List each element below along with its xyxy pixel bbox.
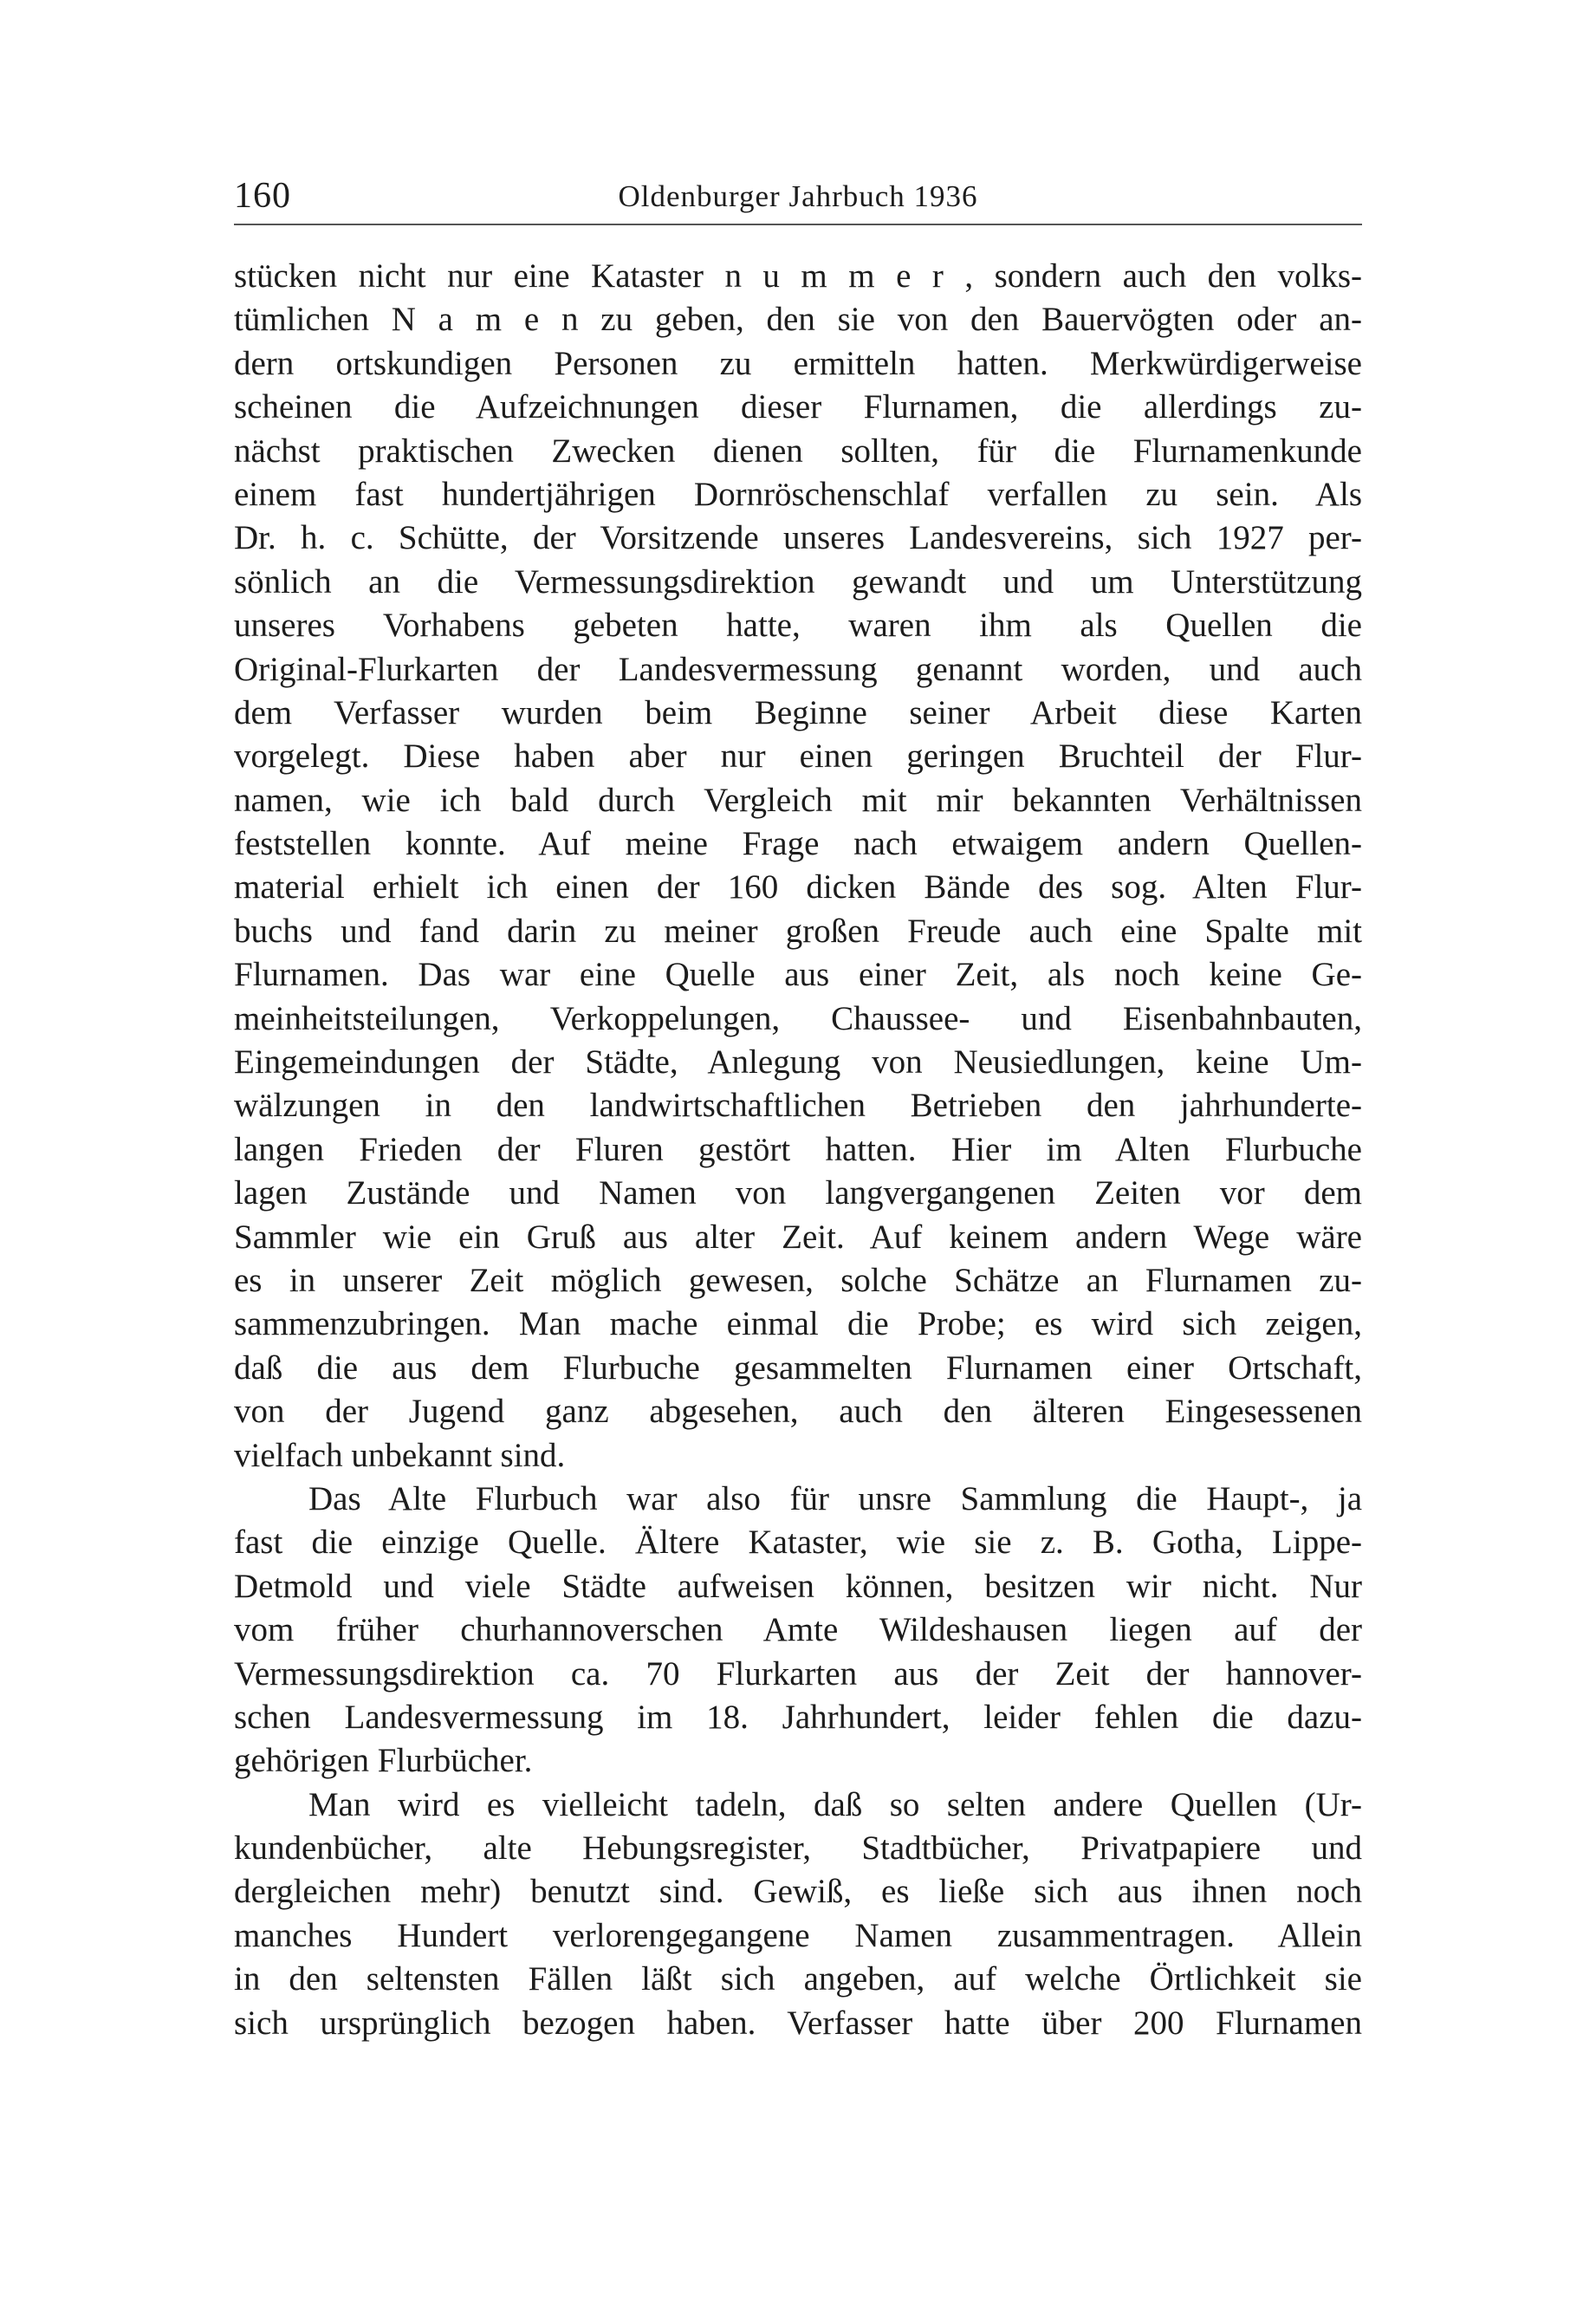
text-line: vorgelegt. Diese haben aber nur einen geringen Bruchteil der Flur- <box>234 737 1362 776</box>
text-line: fast die einzige Quelle. Ältere Kataster, wie sie z. B. Gotha, Lippe- <box>234 1524 1362 1562</box>
text-line: manches Hundert verlorengegangene Namen zusammentragen. Allein <box>234 1916 1362 1954</box>
text-line: buchs und fand darin zu meiner großen Freude auch eine Spalte mit <box>234 912 1362 950</box>
text-line: tümlichen N a m e n zu geben, den sie von den Bauervögten oder an- <box>234 301 1362 339</box>
page-number: 160 <box>234 176 291 216</box>
text-line: sammenzubringen. Man mache einmal die Probe; es wird sich zeigen, <box>234 1305 1362 1343</box>
text-line: dem Verfasser wurden beim Beginne seiner Arbeit diese Karten <box>234 693 1362 731</box>
text-line: vielfach unbekannt sind. <box>234 1436 566 1474</box>
text-line: Original-Flurkarten der Landesvermessung genannt worden, und auch <box>234 650 1362 688</box>
text-line: kundenbücher, alte Hebungsregister, Stadtbücher, Privatpapiere und <box>234 1829 1362 1868</box>
text-line: sönlich an die Vermessungsdirektion gewandt und um Unterstützung <box>234 562 1362 601</box>
text-line: Man wird es vielleicht tadeln, daß so selten andere Quellen (Ur- <box>308 1785 1362 1823</box>
text-line: daß die aus dem Flurbuche gesammelten Flurnamen einer Ortschaft, <box>234 1348 1362 1387</box>
text-line: dergleichen mehr) benutzt sind. Gewiß, es ließe sich aus ihnen noch <box>234 1873 1362 1911</box>
text-line: sich ursprünglich bezogen haben. Verfasser hatte über 200 Flurnamen <box>234 2004 1362 2042</box>
text-line: einem fast hundertjährigen Dornröschenschlaf verfallen zu sein. Als <box>234 475 1362 513</box>
text-line: namen, wie ich bald durch Vergleich mit mir bekannten Verhältnissen <box>234 781 1362 819</box>
text-line: gehörigen Flurbücher. <box>234 1742 533 1780</box>
running-head-title: Oldenburger Jahrbuch 1936 <box>618 179 978 213</box>
text-line: dern ortskundigen Personen zu ermitteln hatten. Merkwürdigerweise <box>234 344 1362 382</box>
text-line: Das Alte Flurbuch war also für unsre Sammlung die Haupt-, ja <box>308 1479 1362 1517</box>
text-line: feststellen konnte. Auf meine Frage nach etwaigem andern Quellen- <box>234 825 1362 863</box>
text-line: Flurnamen. Das war eine Quelle aus einer Zeit, als noch keine Ge- <box>234 956 1362 994</box>
text-line: stücken nicht nur eine Kataster n u m m e r , sondern auch den volks- <box>234 257 1362 295</box>
text-line: langen Frieden der Fluren gestört hatten. Hier im Alten Flurbuche <box>234 1130 1362 1168</box>
paragraph-1 <box>234 255 1362 1478</box>
text-line: nächst praktischen Zwecken dienen sollten, für die Flurnamenkunde <box>234 432 1362 470</box>
text-line: es in unserer Zeit möglich gewesen, solche Schätze an Flurnamen zu- <box>234 1261 1362 1299</box>
text-line: meinheitsteilungen, Verkoppelungen, Chaussee- und Eisenbahnbauten, <box>234 999 1362 1037</box>
body-text <box>234 255 1362 2045</box>
text-line: wälzungen in den landwirtschaftlichen Betrieben den jahrhunderte- <box>234 1087 1362 1125</box>
text-line: von der Jugend ganz abgesehen, auch den älteren Eingesessenen <box>234 1393 1362 1431</box>
text-line: schen Landesvermessung im 18. Jahrhundert, leider fehlen die dazu- <box>234 1698 1362 1736</box>
text-line: Eingemeindungen der Städte, Anlegung von Neusiedlungen, keine Um- <box>234 1043 1362 1082</box>
text-line: material erhielt ich einen der 160 dicken Bände des sog. Alten Flur- <box>234 868 1362 906</box>
text-line: Detmold und viele Städte aufweisen können, besitzen wir nicht. Nur <box>234 1567 1362 1605</box>
running-head <box>234 173 1362 225</box>
paragraph-2 <box>234 1478 1362 1783</box>
text-line: Sammler wie ein Gruß aus alter Zeit. Auf keinem andern Wege wäre <box>234 1218 1362 1256</box>
text-line: lagen Zustände und Namen von langvergangenen Zeiten vor dem <box>234 1174 1362 1212</box>
paragraph-3 <box>234 1783 1362 2045</box>
text-line: vom früher churhannoverschen Amte Wildeshausen liegen auf der <box>234 1611 1362 1649</box>
text-line: Dr. h. c. Schütte, der Vorsitzende unseres Landesvereins, sich 1927 per- <box>234 519 1362 557</box>
text-line: scheinen die Aufzeichnungen dieser Flurnamen, die allerdings zu- <box>234 388 1362 426</box>
text-line: in den seltensten Fällen läßt sich angeben, auf welche Örtlichkeit sie <box>234 1960 1362 1998</box>
text-line: Vermessungsdirektion ca. 70 Flurkarten aus der Zeit der hannover- <box>234 1654 1362 1693</box>
text-line: unseres Vorhabens gebeten hatte, waren ihm als Quellen die <box>234 607 1362 645</box>
